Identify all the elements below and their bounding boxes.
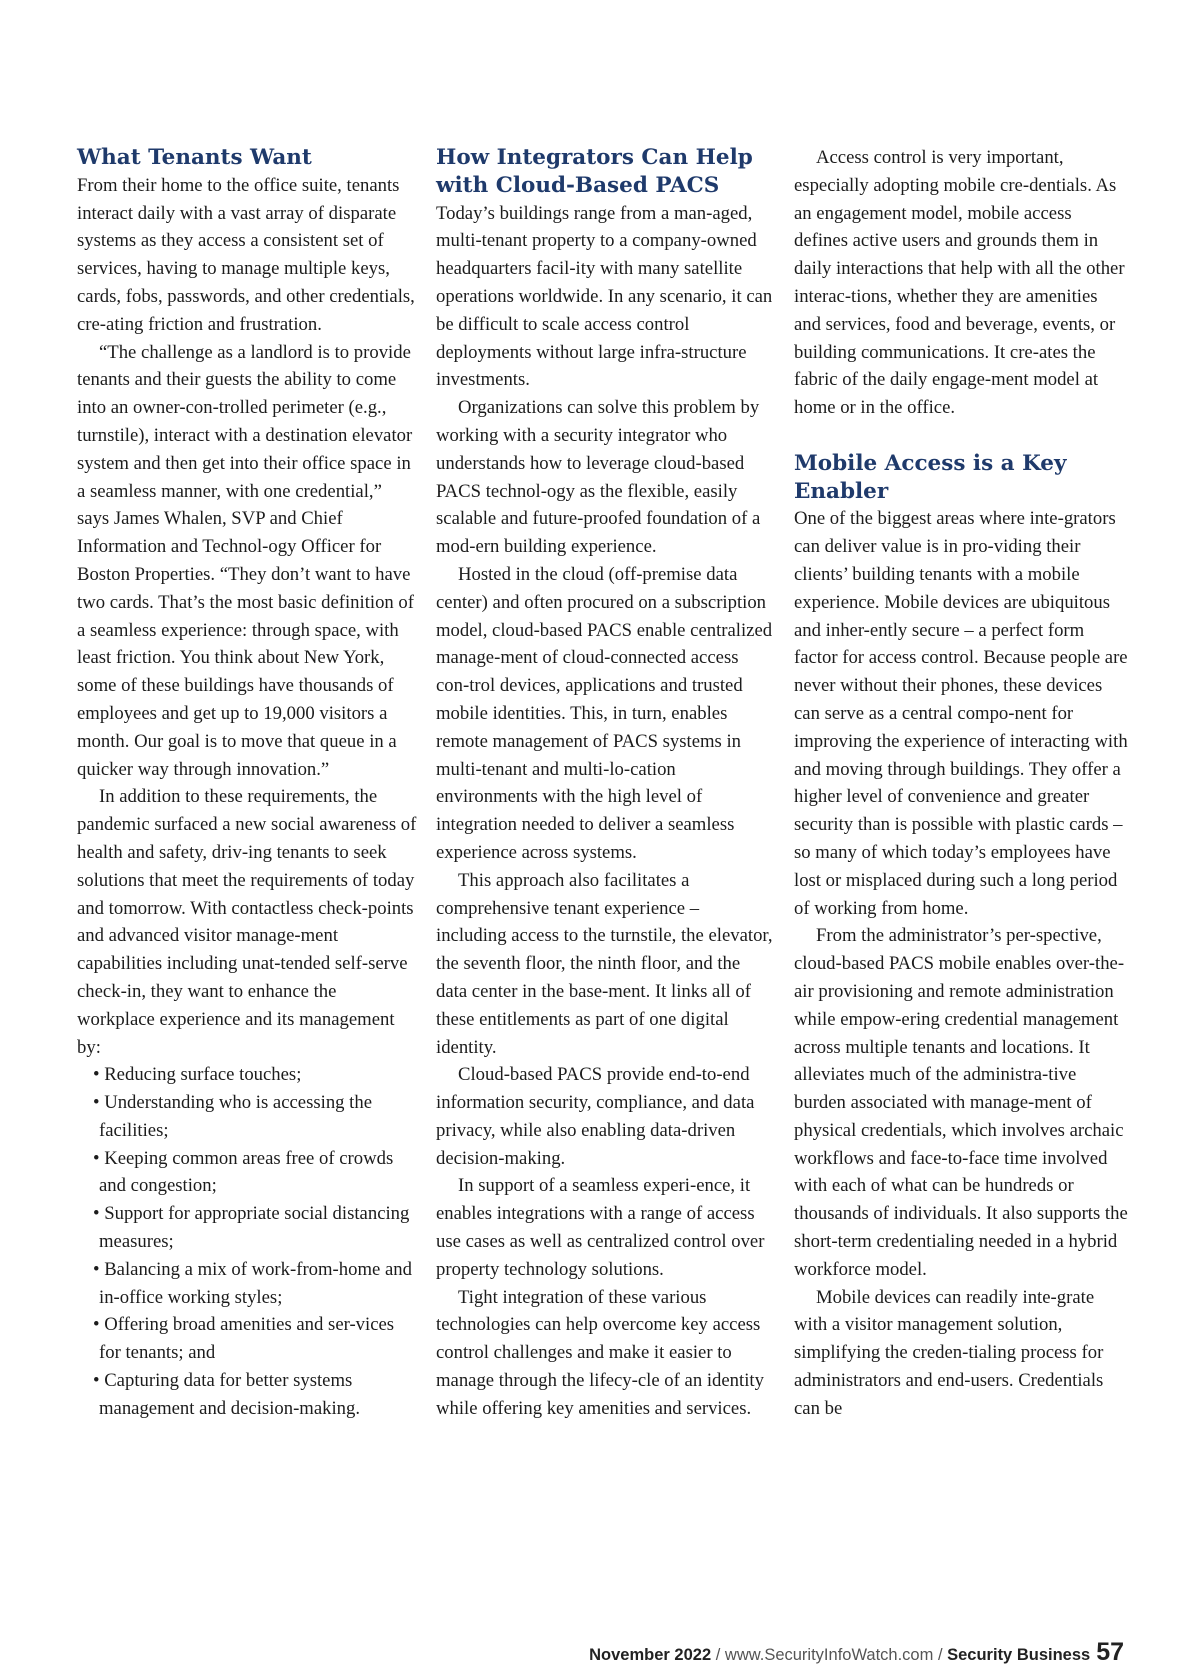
paragraph: From their home to the office suite, tenants interact daily with a vast array of disparate systems as they access a consistent set of services, having to manage multiple keys, cards, fobs, passwords, and other credentials, cre-ating friction and frustration. [77,174,415,335]
footer-url: www.SecurityInfoWatch.com [724,1646,934,1664]
bullet-item: • Keeping common areas free of crowds and congestion; [93,1147,394,1197]
page-footer [589,1638,1124,1667]
page-number: 57 [1096,1638,1124,1666]
paragraph: One of the biggest areas where inte-grators can deliver value is in pro-viding their clients’ building tenants with a mobile experience. Mobile devices are ubiquitous and inher-ently secure – a perfect form factor for access control. Because people are never without their phones, these devices can serve as a central compo-nent for improving the experience of interacting with and moving through buildings. They offer a higher level of convenience and greater security than is possible with plastic cards – so many of which today’s employees have lost or misplaced during such a long period of working from home. [794,508,1128,919]
paragraph: Mobile devices can readily inte-grate with a visitor management solution, simplifying the creden-tialing process for administrators and end-users. Credentials can be [794,1286,1104,1419]
paragraph: Tight integration of these various technologies can help overcome key access control challenges and make it easier to manage through the lifecy-cle of an identity while offering key amenities and services. [436,1286,764,1419]
section-heading-mobile-access: Mobile Access is a Key Enabler [794,450,1067,504]
bullet-item: • Support for appropriate social distancing measures; [93,1203,410,1253]
bullet-item: • Reducing surface touches; [93,1064,302,1086]
column-3 [794,144,1128,1423]
paragraph: Cloud-based PACS provide end-to-end information security, compliance, and data privacy, while also enabling data-driven decision-making. [436,1064,755,1169]
footer-date: November 2022 [589,1646,712,1664]
footer-publication: Security Business [947,1646,1091,1664]
section-spacer [794,422,1128,450]
paragraph: This approach also facilitates a comprehensive tenant experience – including access to the turnstile, the elevator, the seventh floor, the ninth floor, and the data center in the base-ment. It links all of these entitlements as part of one digital identity. [436,869,773,1058]
column-1 [77,144,417,1423]
paragraph: From the administrator’s per-spective, cloud-based PACS mobile enables over-the-air provisioning and remote administration while empow-ering credential management across multiple tenants and locations. It alleviates much of the administra-tive burden associated with manage-ment of physical credentials, which involves archaic workflows and face-to-face time involved with each of what can be hundreds or thousands of individuals. It also supports the short-term credentialing needed in a hybrid workforce model. [794,925,1128,1280]
paragraph: In addition to these requirements, the pandemic surfaced a new social awareness of health and safety, driv-ing tenants to seek solutions that meet the requirements of today and tomorrow. With contactless check-points and advanced visitor manage-ment capabilities including unat-tended self-serve check-in, they want to enhance the workplace experience and its management by: [77,786,417,1058]
bullet-item: • Balancing a mix of work-from-home and in-office working styles; [93,1258,412,1308]
bullet-item: • Capturing data for better systems management and decision-making. [93,1370,361,1419]
paragraph: In support of a seamless experi-ence, it enables integrations with a range of access use cases as well as centralized control over property technology solutions. [436,1175,765,1280]
section-heading-how-integrators-can-help: How Integrators Can Help with Cloud-Based PACS [436,145,753,198]
footer-separator: / [933,1646,948,1664]
bullet-item: • Offering broad amenities and ser-vices for tenants; and [93,1314,395,1364]
footer-separator: / [711,1646,725,1664]
paragraph: Hosted in the cloud (off-premise data center) and often procured on a subscription model, cloud-based PACS enable centralized manage-ment of cloud-connected access con-trol devices, applications and trusted mobile identities. This, in turn, enables remote management of PACS systems in multi-tenant and multi-lo-cation environments with the high level of integration needed to deliver a seamless experience across systems. [436,563,773,863]
bullet-item: • Understanding who is accessing the facilities; [93,1092,373,1141]
paragraph: Access control is very important, especially adopting mobile cre-dentials. As an engagement model, mobile access defines active users and grounds them in daily interactions that help with all the other interac-tions, whether they are amenities and services, food and beverage, events, or building communications. It cre-ates the fabric of the daily engage-ment model at home or in the office. [794,147,1125,419]
paragraph: Organizations can solve this problem by working with a security integrator who understands how to leverage cloud-based PACS technol-ogy as the flexible, easily scalable and future-proofed foundation of a mod-ern building experience. [436,397,761,558]
section-heading-what-tenants-want: What Tenants Want [77,145,312,170]
paragraph-quote: “The challenge as a landlord is to provide tenants and their guests the ability to come into an owner-con-trolled perimeter (e.g., turnstile), interact with a destination elevator system and then get into their office space in a seamless manner, with one credential,” says James Whalen, SVP and Chief Information and Technol-ogy Officer for Boston Properties. “They don’t want to have two cards. That’s the most basic definition of a seamless experience: through space, with least friction. You think about New York, some of these buildings have thousands of employees and get up to 19,000 visitors a month. Our goal is to move that queue in a quicker way through innovation.” [77,341,415,780]
paragraph: Today’s buildings range from a man-aged, multi-tenant property to a company-owned headquarters facil-ity with many satellite operations worldwide. In any scenario, it can be difficult to scale access control deployments without large infra-structure investments. [436,202,773,391]
column-2 [436,144,774,1423]
